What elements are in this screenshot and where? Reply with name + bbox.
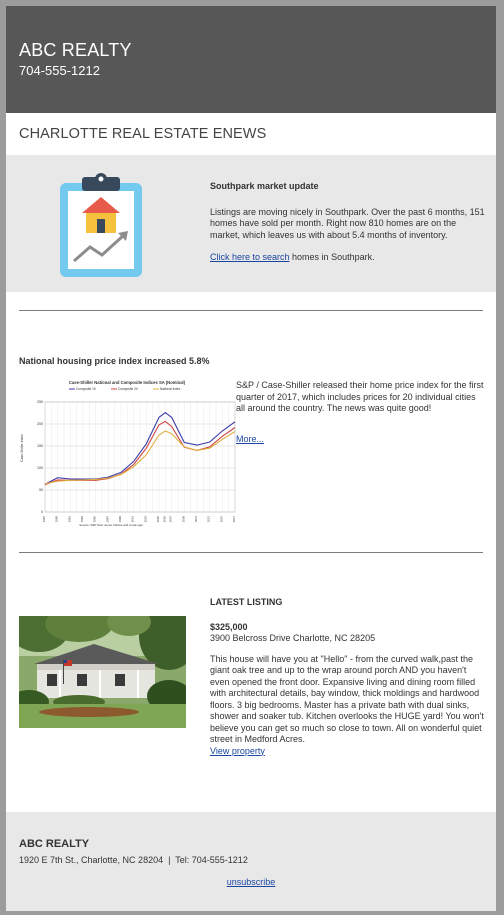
- chart-footnote: Source: S&P Dow Jones Indices and CoreLogic: [79, 523, 143, 527]
- listing-photo[interactable]: [19, 616, 186, 728]
- southpark-section: [6, 155, 496, 292]
- national-heading: National housing price index increased 5.8%: [19, 356, 210, 366]
- divider: [19, 552, 483, 553]
- chart-x-tick-label: 2001: [130, 516, 135, 523]
- chart-x-tick-label: 2009: [181, 516, 186, 523]
- divider: [19, 310, 483, 311]
- chart-x-tick-label: 1989: [54, 516, 59, 523]
- chart-title: Case-Shiller National and Composite Indices SA (Nominal): [68, 380, 186, 385]
- email-body: [6, 6, 496, 911]
- national-text: [236, 380, 486, 445]
- chart-legend-label: Composite 10: [76, 387, 96, 392]
- chart-y-tick-label: 0: [41, 510, 43, 515]
- chart-x-tick-label: 1991: [67, 516, 72, 523]
- southpark-search-line: [210, 252, 488, 264]
- newsletter-title: CHARLOTTE REAL ESTATE ENEWS: [19, 126, 267, 142]
- view-property-link[interactable]: View property: [210, 745, 265, 756]
- company-name: ABC REALTY: [19, 40, 132, 60]
- chart-x-tick-label: 1995: [92, 516, 97, 523]
- chart-y-axis: [37, 400, 43, 514]
- chart-x-tick-label: 1997: [105, 516, 110, 523]
- chart-x-tick-label: 2015: [219, 516, 224, 523]
- email-header: [6, 6, 496, 113]
- listing-description: This house will have you at "Hello" - from the curved walk,past the giant oak tree and up to the wrap around porch AND you haven't even opened the front door. Expansive living and dining room filled with architectural details, bay window, thick moldings and hardwood floors. 3 big bedrooms. Master has a private bath with dual sinks, shower and soaker tub. Kitchen overlooks the HUGE yard! You won't believe you can get so much so close to town. All on wonderful quiet street in Medford Acres.: [210, 653, 484, 744]
- unsubscribe-link[interactable]: unsubscribe: [226, 877, 276, 887]
- footer-company: ABC REALTY: [19, 838, 90, 850]
- chart-y-tick-label: 50: [39, 488, 43, 493]
- clipboard-house-icon: [58, 173, 144, 279]
- chart-x-tick-label: 1993: [80, 516, 84, 523]
- national-body: S&P / Case-Shiller released their home price index for the first quarter of 2017, which includes prices for 20 individual cities all around the country. The news was quite good!: [236, 380, 484, 413]
- chart-y-label: Case-Shiller Index: [20, 434, 24, 462]
- chart-x-tick-label: 2007: [168, 516, 173, 523]
- house-photo: [19, 616, 186, 728]
- southpark-heading: Southpark market update: [210, 181, 319, 191]
- chart-y-tick-label: 100: [37, 466, 43, 471]
- search-link[interactable]: Click here to search: [210, 252, 290, 262]
- listing-price: $325,000: [210, 621, 248, 632]
- email-footer: [6, 812, 496, 911]
- search-link-suffix: homes in Southpark.: [289, 252, 375, 262]
- chart-x-tick-label: 1987: [42, 516, 46, 523]
- case-shiller-chart: [19, 376, 239, 528]
- chart-x-tick-label: 2013: [206, 516, 211, 523]
- chart-x-tick-label: 2017: [232, 516, 236, 523]
- listing-heading: LATEST LISTING: [210, 597, 283, 607]
- more-link[interactable]: More...: [236, 433, 265, 444]
- unsubscribe-line: [6, 877, 496, 887]
- company-phone: 704-555-1212: [19, 63, 100, 78]
- footer-address: 1920 E 7th St., Charlotte, NC 28204 | Tel: 704-555-1212: [19, 855, 248, 865]
- chart-x-axis: [42, 516, 236, 523]
- listing-address: 3900 Belcross Drive Charlotte, NC 28205: [210, 633, 376, 643]
- chart-x-tick-label: 2003: [143, 516, 148, 523]
- chart-y-tick-label: 150: [37, 444, 43, 449]
- listing-text: [210, 597, 488, 757]
- chart-y-tick-label: 250: [37, 400, 43, 405]
- chart-legend-label: Composite 20: [118, 387, 138, 392]
- chart-x-tick-label: 2005: [156, 516, 160, 523]
- chart-legend-label: National Index: [160, 387, 181, 392]
- chart-legend: [69, 387, 181, 391]
- southpark-body: Listings are moving nicely in Southpark. Over the past 6 months, 151 homes have sold per month. Right now 810 homes are on the market, which leaves us with about 5.4 months of inventory.: [210, 206, 485, 240]
- chart-y-tick-label: 200: [37, 422, 43, 427]
- chart-x-tick-label: 1999: [118, 516, 122, 523]
- southpark-text: [210, 181, 488, 275]
- chart-x-tick-label: 2006: [162, 516, 167, 523]
- chart-x-tick-label: 2011: [194, 516, 198, 523]
